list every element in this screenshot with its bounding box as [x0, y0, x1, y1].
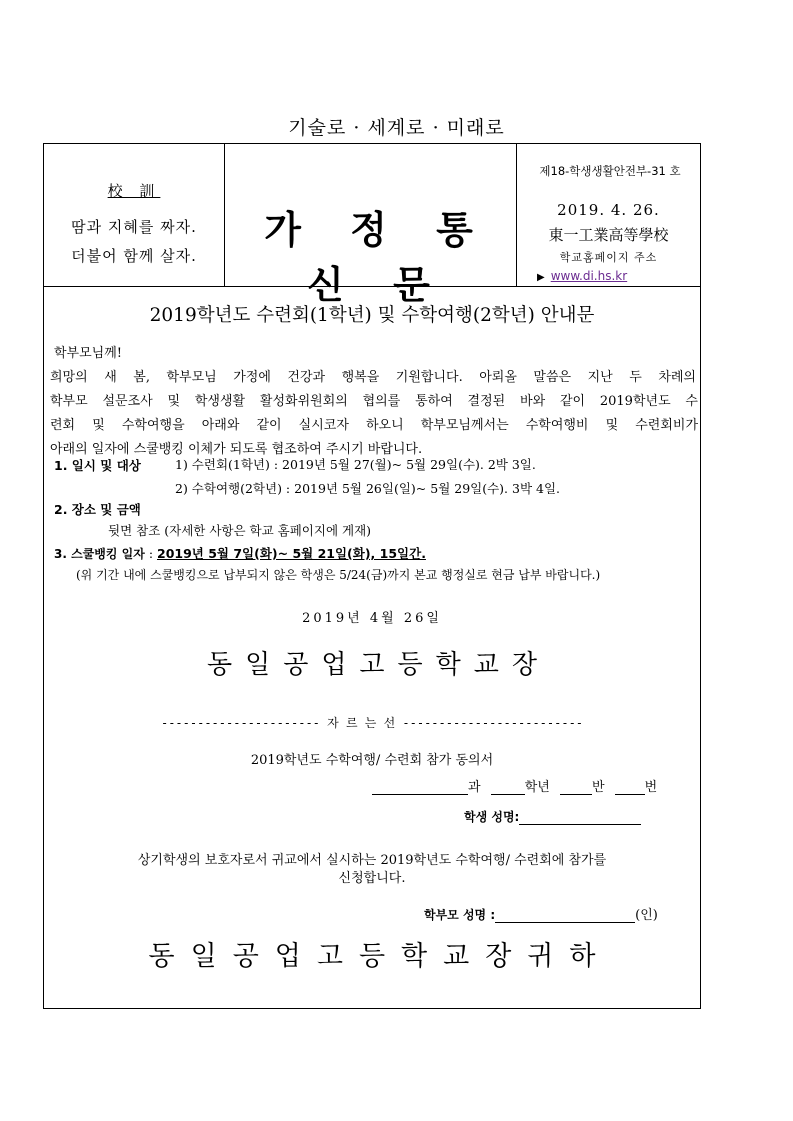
section3-title: 3. 스쿨뱅킹 일자	[54, 547, 145, 561]
section3-period: 2019년 5월 7일(화)~ 5월 21일(화), 15일간.	[157, 546, 426, 561]
section2-text: 뒷면 참조 (자세한 사항은 학교 홈페이지에 게재)	[108, 523, 372, 538]
section3-separator: :	[148, 546, 154, 561]
intro-line-2: 학부모 설문조사 및 학생생활 활성화위원회의 협의를 통하여 결정된 바와 같이 2019학년도 수	[50, 394, 698, 409]
intro-line-3: 련회 및 수학여행을 아래와 같이 실시코자 하오니 학부모님께서는 수학여행비 및 수련회비가	[50, 418, 698, 433]
school-motto-line-2: 더불어 함께 살자.	[71, 247, 197, 265]
grade-field[interactable]	[491, 780, 525, 795]
section1-item-2: 2) 수학여행(2학년) : 2019년 5월 26일(일)~ 5월 29일(수). 3박 4일.	[175, 481, 560, 496]
newsletter-title: 가 정 통 신 문	[264, 208, 491, 307]
school-name: 東一工業高等學校	[548, 226, 669, 244]
department-suffix: 과	[468, 780, 481, 795]
consent-statement-line-1: 상기학생의 보호자로서 귀교에서 실시하는 2019학년도 수학여행/ 수련회에 참가를	[137, 853, 607, 868]
principal-name: 동일공업고등학교장	[206, 650, 551, 680]
cut-line: ---------------------- 자 르 는 선 -------------------------	[160, 716, 584, 730]
class-suffix: 반	[591, 780, 605, 795]
greeting: 학부모님께!	[54, 346, 123, 361]
notice-date: 2019년 4월 26일	[302, 611, 442, 626]
consent-statement-line-2: 신청합니다.	[338, 871, 406, 886]
consent-title: 2019학년도 수학여행/ 수련회 참가 동의서	[250, 753, 494, 768]
grade-suffix: 학년	[524, 780, 550, 795]
intro-line-1: 희망의 새 봄, 학부모님 가정에 건강과 행복을 기원합니다. 아뢰올 말씀은 지난 두 차례의	[50, 370, 696, 385]
student-info-row	[372, 776, 657, 795]
intro-line-4: 아래의 일자에 스쿨뱅킹 이체가 되도록 협조하여 주시기 바랍니다.	[50, 442, 423, 457]
issue-date: 2019. 4. 26.	[557, 201, 660, 219]
addressee: 동일공업고등학교장귀하	[148, 941, 612, 972]
section3-note: (위 기간 내에 스쿨뱅킹으로 납부되지 않은 학생은 5/24(금)까지 본교 행정실로 현금 납부 바랍니다.)	[76, 568, 601, 582]
homepage-label: 학교홈페이지 주소	[559, 251, 658, 264]
issue-number: 제18-학생생활안전부-31 호	[539, 164, 681, 178]
school-motto-cell	[44, 144, 225, 286]
number-suffix: 번	[644, 780, 658, 795]
newsletter-header	[44, 144, 700, 307]
title-cell	[225, 144, 517, 307]
parent-name-field[interactable]	[495, 908, 635, 923]
seal-label: (인)	[635, 908, 658, 923]
department-field[interactable]	[372, 780, 468, 795]
school-motto-banner: 기술로 · 세계로 · 미래로	[288, 117, 505, 139]
school-motto-line-1: 땀과 지혜를 짜자.	[71, 218, 197, 236]
student-name-field[interactable]	[519, 810, 641, 825]
class-field[interactable]	[560, 780, 592, 795]
school-motto-label: 校 訓	[107, 182, 161, 200]
issue-info-cell	[517, 144, 700, 286]
section2-title: 2. 장소 및 금액	[54, 502, 141, 517]
number-field[interactable]	[615, 780, 645, 795]
student-name-row	[464, 808, 641, 825]
homepage-row	[537, 269, 627, 283]
homepage-link[interactable]: www.di.hs.kr	[550, 269, 628, 283]
parent-name-row	[424, 904, 658, 923]
notice-title: 2019학년도 수련회(1학년) 및 수학여행(2학년) 안내문	[149, 305, 595, 326]
section1-item-1: 1) 수련회(1학년) : 2019년 5월 27(월)~ 5월 29일(수). 2박 3일.	[175, 457, 536, 472]
newsletter-frame	[43, 143, 701, 1009]
student-name-label: 학생 성명:	[464, 810, 520, 824]
section1-title: 1. 일시 및 대상	[54, 458, 141, 473]
parent-name-label: 학부모 성명 :	[424, 908, 496, 922]
section3-row	[54, 544, 426, 562]
arrow-right-icon: ▶	[537, 272, 545, 283]
